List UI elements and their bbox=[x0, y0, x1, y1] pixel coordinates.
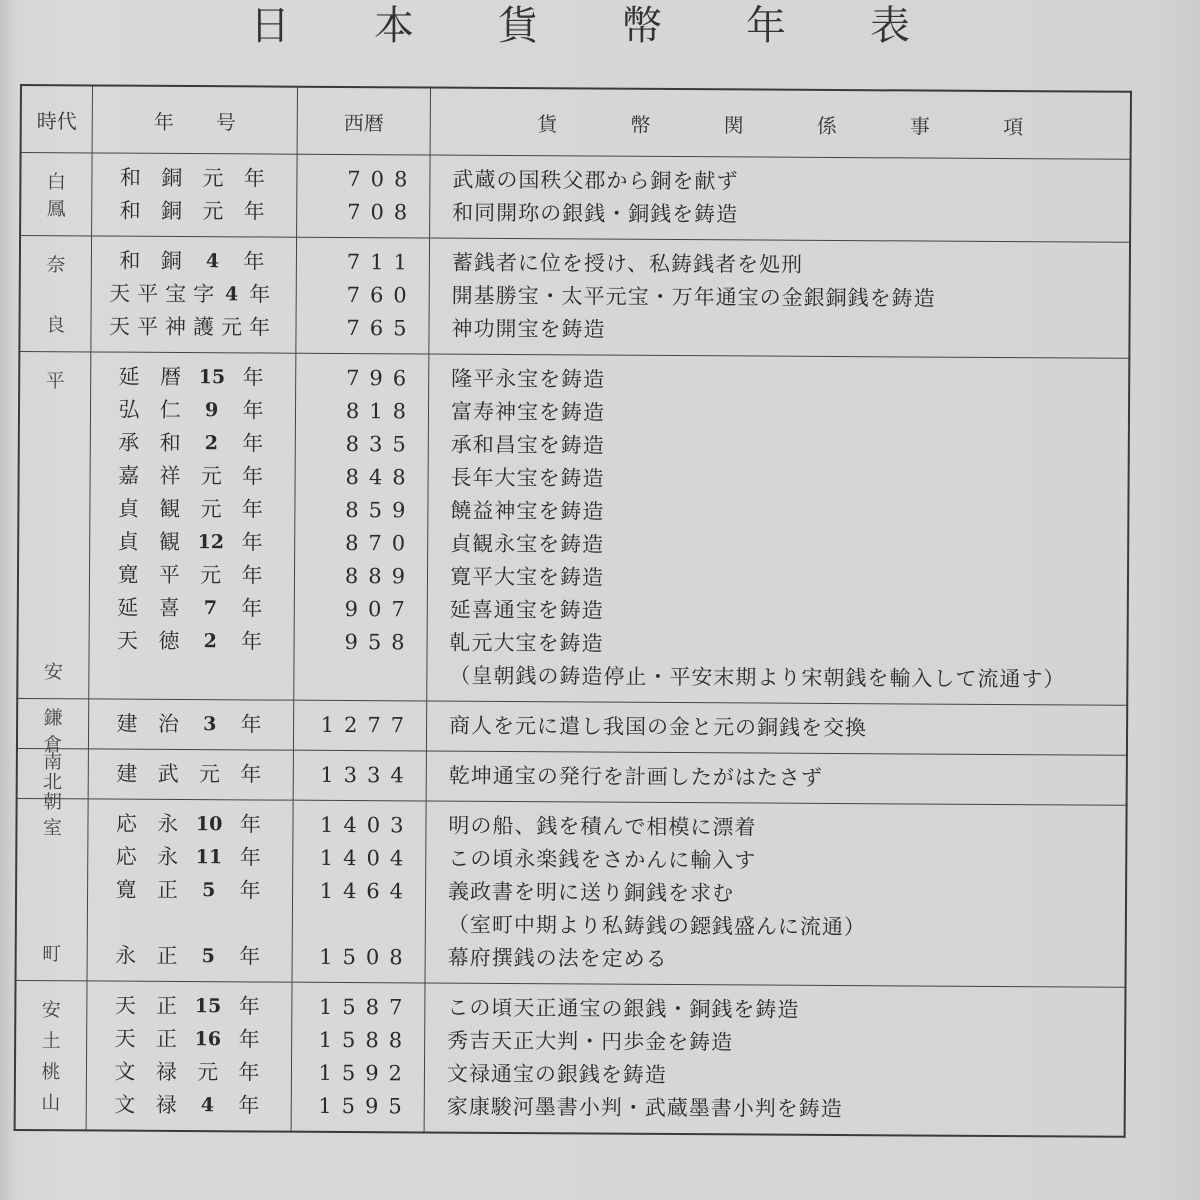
event-text: 商人を元に遣し我国の金と元の銅銭を交換 bbox=[449, 713, 868, 741]
era-name bbox=[88, 807, 292, 841]
era-name-char: 年 bbox=[248, 315, 271, 340]
western-year: 870 bbox=[345, 530, 416, 556]
era-name-cell bbox=[92, 153, 298, 237]
era-name-char: 護 bbox=[192, 315, 215, 340]
era-name bbox=[88, 939, 292, 973]
western-year: 1508 bbox=[319, 944, 413, 970]
era-name-char: 仁 bbox=[159, 397, 181, 422]
era-name bbox=[91, 393, 295, 427]
era-char: 町 bbox=[42, 943, 62, 966]
header-char: 関 bbox=[723, 112, 744, 137]
era-name-char: 神 bbox=[164, 314, 187, 340]
era-name-char: 永 bbox=[115, 943, 137, 968]
event-text: 貞観永宝を鋳造 bbox=[450, 531, 605, 557]
era-name-char: 和 bbox=[119, 198, 141, 223]
era-name-char: 年 bbox=[239, 845, 261, 870]
era-name-char: 5 bbox=[202, 879, 216, 902]
era-name-char: 銅 bbox=[160, 248, 182, 273]
western-year: 1403 bbox=[319, 812, 414, 838]
event-text: （室町中期より私鋳銭の鐚銭盛んに流通） bbox=[447, 912, 866, 940]
western-year: 711 bbox=[346, 250, 417, 275]
era-name bbox=[92, 277, 296, 311]
era-name-char: 元 bbox=[200, 464, 222, 489]
era-name bbox=[89, 707, 293, 741]
era-name-char: 年 bbox=[238, 1093, 260, 1118]
title-char: 幣 bbox=[622, 3, 662, 49]
era-char: 奈 bbox=[46, 254, 66, 277]
era-name bbox=[91, 310, 295, 344]
western-year: 708 bbox=[347, 200, 418, 225]
western-year-cell bbox=[294, 353, 429, 701]
header-char: 事 bbox=[909, 113, 931, 139]
western-year: 796 bbox=[346, 365, 417, 391]
currency-timeline-table bbox=[14, 84, 1132, 1138]
event-text: 家康駿河墨書小判・武蔵墨書小判を鋳造 bbox=[446, 1094, 843, 1122]
event-text: 開基勝宝・太平元宝・万年通宝の金銀銅銭を鋳造 bbox=[451, 283, 936, 311]
era-char: 南 bbox=[43, 751, 63, 774]
era-char: 安 bbox=[43, 661, 63, 684]
header-char: 係 bbox=[816, 113, 837, 138]
western-year: 835 bbox=[345, 431, 416, 457]
western-year: 1592 bbox=[318, 1060, 413, 1086]
era-name bbox=[90, 591, 294, 625]
header-era-name bbox=[92, 85, 297, 154]
era-name-char: 宝 bbox=[165, 281, 187, 307]
era-name-char: 元 bbox=[200, 497, 222, 522]
era-cell bbox=[17, 698, 89, 757]
event-text: 和同開珎の銀銭・銅銭を鋳造 bbox=[452, 200, 739, 227]
western-year-cell bbox=[291, 982, 425, 1132]
era-name bbox=[91, 360, 295, 394]
era-name-char: 4 bbox=[225, 283, 239, 306]
western-year: 1595 bbox=[318, 1093, 412, 1119]
western-year: 1464 bbox=[319, 878, 414, 904]
era-name-char: 字 bbox=[193, 282, 215, 307]
era-name-char: 永 bbox=[157, 811, 179, 836]
era-name-char: 文 bbox=[114, 1059, 136, 1084]
era-name-char: 15 bbox=[198, 366, 226, 389]
era-name-char: 正 bbox=[156, 993, 178, 1018]
western-year: 859 bbox=[345, 497, 416, 523]
era-name-char: 延 bbox=[117, 595, 139, 620]
era-name-char: 建 bbox=[116, 711, 138, 736]
era-name bbox=[89, 624, 293, 658]
era-char: 白 bbox=[46, 171, 66, 194]
era-name-char: 延 bbox=[118, 364, 140, 389]
era-name-char: 貞 bbox=[117, 496, 139, 521]
event-text: （皇朝銭の鋳造停止・平安末期より宋朝銭を輸入して流通す） bbox=[449, 663, 1066, 692]
era-name-char: 15 bbox=[194, 995, 222, 1018]
era-name-char: 元 bbox=[202, 166, 224, 191]
era-name-char: 祥 bbox=[159, 463, 181, 488]
era-name-char: 武 bbox=[157, 761, 179, 786]
era-name bbox=[90, 525, 294, 559]
era-name-char: 寛 bbox=[115, 877, 137, 902]
era-name-char: 治 bbox=[157, 711, 179, 736]
era-char: 室 bbox=[42, 817, 63, 840]
events-cell bbox=[430, 155, 1131, 242]
era-name-char: 天 bbox=[108, 314, 131, 339]
era-name-char: 2 bbox=[204, 432, 219, 455]
era-name-char: 正 bbox=[156, 877, 178, 902]
era-name bbox=[87, 1022, 291, 1056]
era-char: 鎌 bbox=[43, 707, 63, 730]
title-char: 日 bbox=[250, 3, 290, 49]
event-text: この頃永楽銭をさかんに輸入す bbox=[448, 846, 757, 873]
era-name-char: 暦 bbox=[159, 364, 182, 389]
era-name-char: 天 bbox=[114, 993, 136, 1018]
era-name-char: 5 bbox=[201, 945, 216, 968]
era-name bbox=[87, 1088, 291, 1122]
period-group bbox=[16, 798, 1127, 987]
era-name bbox=[90, 558, 294, 592]
header-char: 幣 bbox=[630, 112, 651, 137]
event-text: 秀吉天正大判・円歩金を鋳造 bbox=[447, 1028, 734, 1055]
era-name-char: 和 bbox=[119, 165, 142, 190]
event-text: 富寿神宝を鋳造 bbox=[450, 399, 606, 425]
event-text: 隆平永宝を鋳造 bbox=[451, 366, 606, 392]
header-char: 号 bbox=[215, 109, 236, 134]
events-cell bbox=[426, 701, 1127, 755]
events-cell bbox=[427, 354, 1130, 705]
header-char: 年 bbox=[153, 109, 174, 134]
western-year: 760 bbox=[346, 282, 417, 308]
era-cell bbox=[16, 798, 89, 980]
events-cell bbox=[424, 983, 1125, 1137]
era-name-char: 年 bbox=[241, 563, 263, 588]
era-name-char: 元 bbox=[220, 315, 243, 340]
era-name-char: 永 bbox=[157, 844, 179, 869]
era-name bbox=[92, 194, 296, 228]
era-name-char: 4 bbox=[200, 1094, 215, 1117]
event-text: 幕府撰銭の法を定める bbox=[447, 945, 668, 971]
western-year: 889 bbox=[344, 563, 416, 589]
era-name bbox=[91, 426, 295, 460]
table-body bbox=[15, 153, 1131, 1137]
era-name-char: 年 bbox=[242, 431, 264, 456]
period-group bbox=[15, 980, 1126, 1136]
period-group bbox=[17, 698, 1127, 755]
era-cell bbox=[20, 153, 92, 236]
era-char: 桃 bbox=[41, 1061, 61, 1084]
era-name-char: 平 bbox=[136, 314, 159, 339]
events-cell bbox=[425, 801, 1127, 987]
western-year: 1404 bbox=[319, 845, 414, 871]
era-name-char: 年 bbox=[239, 944, 261, 969]
event-text: 文禄通宝の銀銭を鋳造 bbox=[446, 1061, 668, 1087]
event-text: この頃天正通宝の銀銭・銅銭を鋳造 bbox=[447, 995, 800, 1022]
era-char: 山 bbox=[41, 1092, 61, 1115]
era-name-char: 16 bbox=[194, 1028, 222, 1051]
era-name-cell bbox=[88, 699, 293, 750]
era-name-char: 銅 bbox=[161, 165, 183, 190]
title-char: 本 bbox=[374, 3, 414, 49]
era-name bbox=[92, 244, 296, 278]
era-name-char: 11 bbox=[195, 846, 223, 869]
era-name-char: 12 bbox=[197, 531, 225, 554]
era-name-char: 貞 bbox=[117, 529, 139, 554]
western-year: 1334 bbox=[320, 762, 414, 788]
western-year-cell bbox=[293, 700, 426, 751]
western-year-cell bbox=[292, 800, 426, 983]
era-name bbox=[91, 459, 295, 493]
era-name-char: 元 bbox=[198, 762, 221, 787]
era-name-char: 年 bbox=[240, 762, 262, 787]
western-year: 848 bbox=[345, 464, 416, 490]
era-name-char: 天 bbox=[114, 1026, 136, 1051]
era-name-char: 年 bbox=[243, 249, 265, 274]
era-name-char: 銅 bbox=[160, 198, 183, 223]
era-name-cell bbox=[88, 749, 293, 800]
western-year: 1277 bbox=[320, 712, 415, 738]
period-group bbox=[19, 236, 1130, 359]
era-name-char: 7 bbox=[203, 597, 218, 620]
era-name-char: 年 bbox=[242, 365, 264, 390]
western-year: 818 bbox=[345, 398, 417, 424]
era-name-char: 4 bbox=[205, 250, 220, 273]
era-name-char: 承 bbox=[118, 430, 140, 455]
era-name-char: 天 bbox=[109, 281, 131, 306]
era-name-char: 年 bbox=[239, 812, 262, 837]
era-name-cell bbox=[91, 236, 297, 353]
era-name bbox=[90, 492, 294, 526]
era-name-char: 弘 bbox=[118, 397, 140, 422]
era-name-char: 平 bbox=[158, 562, 180, 587]
western-year-cell bbox=[293, 750, 426, 801]
era-name-char: 寛 bbox=[117, 562, 139, 587]
era-name-char: 正 bbox=[156, 943, 178, 968]
event-text: 明の船、銭を積んで相模に漂着 bbox=[448, 813, 757, 840]
era-char: 平 bbox=[45, 370, 65, 393]
era-name bbox=[87, 1055, 291, 1089]
event-text: 饒益神宝を鋳造 bbox=[450, 498, 605, 524]
era-name-char: 年 bbox=[240, 712, 262, 737]
era-cell bbox=[17, 352, 91, 699]
western-year bbox=[294, 659, 426, 693]
era-name-char: 年 bbox=[249, 282, 271, 307]
event-text: 延喜通宝を鋳造 bbox=[449, 597, 604, 623]
period-group bbox=[20, 153, 1130, 243]
era-name-char: 年 bbox=[238, 994, 260, 1019]
era-name-char: 正 bbox=[155, 1026, 178, 1051]
era-name-char: 和 bbox=[159, 430, 181, 455]
era-name-char: 年 bbox=[243, 166, 265, 191]
western-year: 1588 bbox=[318, 1027, 413, 1053]
era-name-char: 天 bbox=[117, 628, 139, 653]
era-name-char: 年 bbox=[238, 1060, 260, 1085]
era-char: 安 bbox=[41, 999, 61, 1022]
era-name-char: 年 bbox=[242, 464, 264, 489]
event-text: 長年大宝を鋳造 bbox=[450, 465, 605, 491]
era-name bbox=[87, 989, 291, 1023]
period-group bbox=[17, 352, 1129, 706]
era-name-char: 2 bbox=[203, 630, 217, 653]
western-year: 907 bbox=[344, 596, 415, 622]
era-cell bbox=[17, 748, 89, 814]
era-name-char: 年 bbox=[241, 497, 263, 522]
era-char: 倉 bbox=[43, 734, 63, 757]
era-name bbox=[89, 757, 293, 791]
event-text: 蓄銭者に位を授け、私鋳銭者を処刑 bbox=[451, 250, 804, 277]
western-year-cell bbox=[296, 237, 430, 354]
era-name-char: 応 bbox=[115, 811, 138, 836]
header-era: 時代 bbox=[21, 85, 93, 153]
era-name-cell bbox=[86, 981, 292, 1132]
era-name bbox=[88, 906, 292, 940]
era-name-char: 喜 bbox=[158, 595, 180, 620]
era-name-char: 元 bbox=[200, 563, 222, 588]
era-name-char: 9 bbox=[204, 399, 219, 422]
era-name-char: 建 bbox=[116, 761, 138, 786]
era-name-char: 年 bbox=[242, 398, 264, 423]
era-name-char: 元 bbox=[202, 199, 224, 224]
title-char: 年 bbox=[746, 3, 786, 49]
era-name bbox=[89, 657, 293, 691]
era-name-char: 平 bbox=[137, 281, 159, 306]
era-name-cell bbox=[87, 799, 293, 982]
era-name-cell bbox=[89, 352, 296, 700]
event-text: 寛平大宝を鋳造 bbox=[449, 564, 605, 590]
era-name-char: 和 bbox=[119, 248, 141, 273]
era-name-char: 応 bbox=[115, 844, 137, 869]
era-name-char: 10 bbox=[195, 813, 223, 836]
era-name-char: 年 bbox=[238, 1027, 260, 1052]
era-name-char: 文 bbox=[114, 1092, 136, 1117]
era-name-char: 観 bbox=[158, 529, 181, 554]
title-char: 表 bbox=[870, 3, 910, 49]
era-char: 北 bbox=[43, 771, 63, 794]
header-char: 貨 bbox=[537, 111, 558, 136]
header-western-year: 西暦 bbox=[297, 87, 430, 155]
era-name-char: 年 bbox=[243, 199, 265, 224]
era-name-char: 年 bbox=[241, 530, 263, 555]
event-text: 乾坤通宝の発行を計画したがはたさず bbox=[448, 763, 823, 790]
page-title bbox=[250, 0, 910, 51]
era-name-char: 観 bbox=[159, 496, 181, 521]
event-text: 武蔵の国秩父郡から銅を献ず bbox=[452, 167, 739, 194]
era-name bbox=[92, 161, 296, 195]
era-name-char: 年 bbox=[241, 629, 263, 654]
era-name-char: 禄 bbox=[155, 1092, 177, 1117]
western-year: 765 bbox=[346, 315, 417, 341]
western-year: 1587 bbox=[318, 994, 413, 1020]
era-char: 良 bbox=[45, 314, 66, 337]
events-cell bbox=[429, 238, 1130, 358]
era-char: 土 bbox=[41, 1030, 61, 1053]
western-year bbox=[293, 908, 425, 942]
era-name-char: 徳 bbox=[158, 628, 180, 653]
era-name bbox=[88, 840, 292, 874]
era-name-char: 年 bbox=[241, 596, 263, 621]
era-cell bbox=[15, 980, 87, 1130]
event-text: 乹元大宝を鋳造 bbox=[449, 630, 604, 656]
header-events bbox=[430, 88, 1131, 160]
era-name bbox=[88, 873, 292, 907]
period-group bbox=[17, 748, 1127, 805]
event-text: 承和昌宝を鋳造 bbox=[450, 432, 605, 458]
event-text: 神功開宝を鋳造 bbox=[451, 316, 606, 342]
era-name-char: 3 bbox=[203, 713, 217, 736]
event-text: 義政書を明に送り銅銭を求む bbox=[448, 879, 735, 906]
western-year: 708 bbox=[347, 167, 418, 192]
table-header-row bbox=[21, 85, 1131, 159]
era-name-char: 年 bbox=[239, 878, 261, 903]
era-name-char: 嘉 bbox=[118, 463, 140, 488]
western-year: 958 bbox=[344, 629, 415, 655]
era-name-char: 元 bbox=[197, 1060, 219, 1085]
header-char: 項 bbox=[1003, 114, 1024, 139]
western-year-cell bbox=[297, 154, 431, 238]
era-char: 鳳 bbox=[46, 198, 66, 221]
era-char: 朝 bbox=[43, 791, 63, 814]
era-cell bbox=[19, 236, 91, 352]
events-cell bbox=[426, 751, 1127, 805]
era-name-char: 禄 bbox=[155, 1059, 177, 1084]
title-char: 貨 bbox=[498, 3, 538, 49]
